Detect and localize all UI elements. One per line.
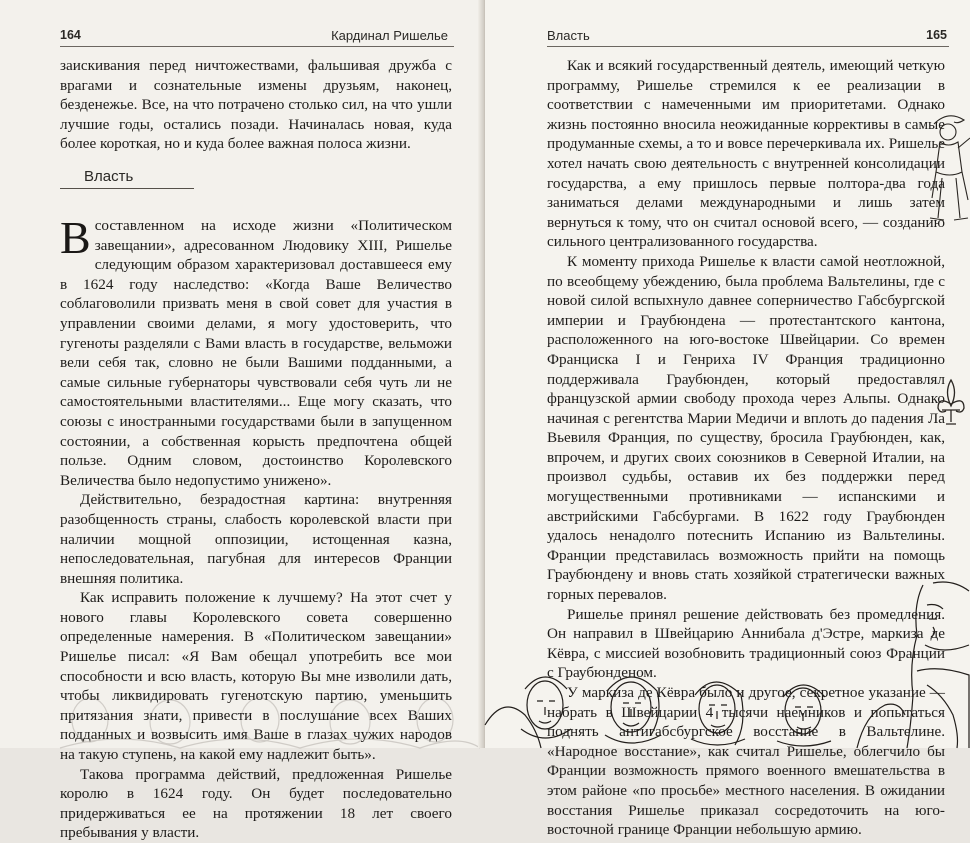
paragraph-3: Как исправить положение к лучшему? На этот счет у нового главы Королевского совета совершенно определенные намерения. В «Политическом завещании» Ришелье писал: «Я Вам обещал употребить все мои способности и всю власть, которую Вы мне изволили дать, чтобы ликвидировать гугенотскую партию, уменьшить притязания знати, привести в послушание всех Ваших подданных и возвысить имя Ваше в глазах чужих народов на такую ступень, на какой ему надлежит быть».: [60, 589, 452, 764]
paragraph-1: Как и всякий государственный деятель, имеющий четкую программу, Ришелье стремился к ее реализации в соответствии с намеченными им приоритетами. Однако жизнь постоянно вносила неожиданные коррективы в самые продуманные схемы, а то и вовсе перечеркивала их. Ришелье хотел начать свою деятельность с внутренней консолидации государства, а ему пришлось первые полтора-два года заниматься делами международными и лишь затем вернуться к тому, что он считал основой всего, — созданию сильного централизованного государства.: [547, 57, 945, 251]
right-running-head: [547, 28, 949, 47]
paragraph-2: К моменту прихода Ришелье к власти самой неотложной, по всеобщему убеждению, была проблема Вальтелины, где с новой силой вспыхнуло давнее соперничество Габсбургской империи и Граубюндена — протестантского кантона, расположенного на юго-востоке Швейцарии. Со времен Франциска I и Генриха IV Франция традиционно поддерживала Граубюнден, который предоставлял французской армии свободу прохода через Альпы. Однако начиная с регентства Марии Медичи и вплоть до падения Ла Вьевиля Франция, по существу, бросила Граубюнден, как, впрочем, и других своих союзников в Северной Италии, на произвол судьбы, оставив их без поддержки перед могущественными противниками — испанскими и австрийскими Габсбургами. В 1622 году Граубюнден удалось ненадолго потеснить Испанию из Вальтелины. Франции представилась возможность прийти на помощь Граубюндену и вновь стать хозяйкой стратегически важных горных перевалов.: [547, 252, 945, 604]
paragraph-1-text: составленном на исходе жизни «Политическом завещании», адресованном Людовику XIII, Ришелье следующим образом характеризовал доставшееся ему в 1624 году наследство: «Когда Ваше Величество соблаговолили призвать меня в свой совет для участия в управлении своими делами, я могу удостоверить, что гугеноты разделяли с Вами власть в государстве, вельможи вели себя так, словно не были Вашими подданными, а самые сильные губернаторы чувствовали себя чуть ли не самостоятельными властителями... Еще могу сказать, что союзы с иностранными государствами были в запущенном состоянии, а собственная корысть предпочтена общей пользе. Одним словом, достоинство Королевского Величества было недопустимо унижено».: [60, 217, 452, 489]
musketeer-sketch-illustration: [928, 108, 970, 228]
cavalier-portrait-illustration: [903, 575, 970, 748]
fleur-de-lis-icon: [934, 378, 968, 426]
section-heading: Власть: [60, 168, 194, 189]
paragraph-4: Такова программа действий, предложенная Ришелье королю в 1624 году. Он будет последовательно придерживаться ее на протяжении 18 лет своего пребывания у власти.: [60, 765, 452, 842]
paragraph-2: Действительно, безрадостная картина: внутренняя разобщенность страны, слабость королевской власти при наличии мощной оппозиции, истощенная казна, непоследовательная, пагубная для интересов Франции внешняя политика.: [60, 491, 452, 587]
paragraph-continued: заискивания перед ничтожествами, фальшивая дружба с врагами и сознательные измены друзьям, наконец, безденежье. Все, на что потрачено столько сил, на что ушли лучшие годы, остались позади. Начиналась новая, куда более короткая, но и куда более важная полоса жизни.: [60, 57, 452, 153]
left-top-text: [60, 56, 452, 154]
paragraph-3: Ришелье принял решение действовать без промедления. Он направил в Швейцарию Аннибала д'Эстре, маркиза де Кёвра, с миссией возобновить традиционный союз Франции с Граубюнденом.: [547, 605, 945, 682]
left-page-number: 164: [60, 28, 81, 42]
paragraph-1: [60, 212, 452, 490]
faces-row-illustration: [485, 655, 905, 748]
drop-cap: В: [60, 212, 91, 263]
faint-figures-illustration: [60, 690, 480, 748]
left-page: [0, 0, 483, 842]
left-main-text: [60, 212, 452, 843]
right-page-number: 165: [926, 28, 947, 42]
left-running-title: Кардинал Ришелье: [331, 28, 448, 43]
right-page: [485, 0, 970, 839]
paragraph-4: У маркиза де Кёвра было и другое, секретное указание — набрать в Швейцарии 4 тысячи наемников и попытаться поднять антигабсбургское восстание в Вальтелине. «Народное восстание», как считал Ришелье, облегчило бы Франции возможность прямого военного вмешательства в этом районе «по просьбе» местного населения. В ожидании восстания Ришелье приказал сосредоточить на юго-восточной границе Франции небольшую армию.: [547, 684, 945, 839]
right-running-title: Власть: [547, 28, 590, 43]
left-running-head: [60, 28, 454, 47]
